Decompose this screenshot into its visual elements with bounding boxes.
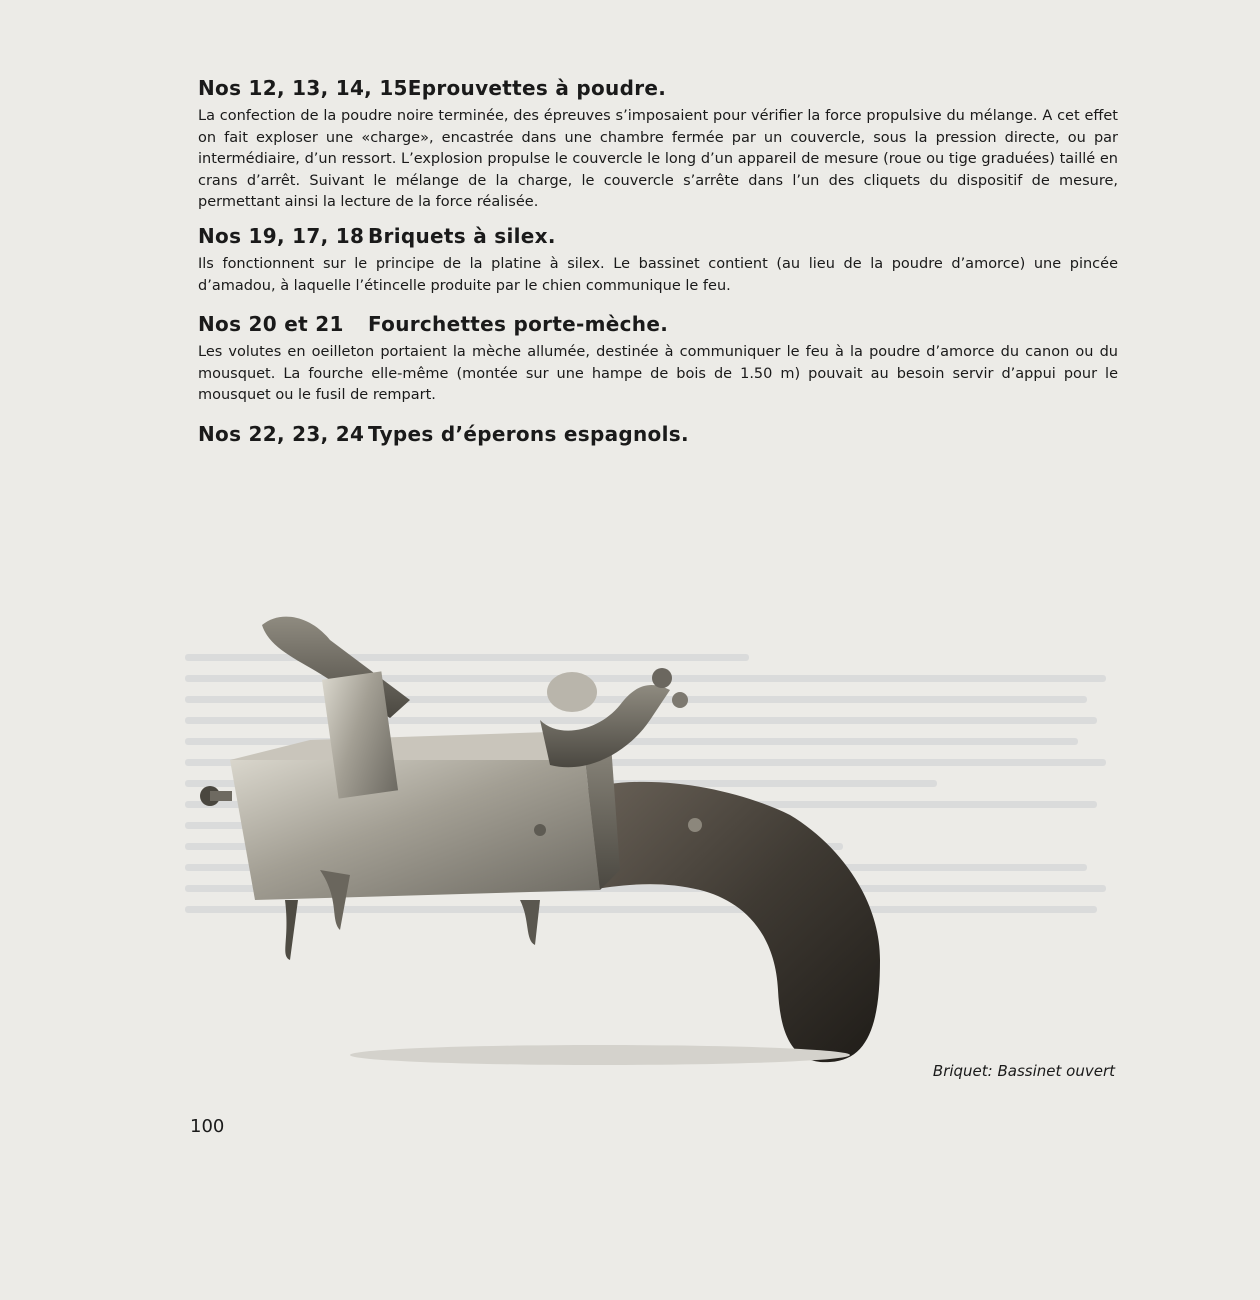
section-title: Fourchettes porte-mèche. [368, 312, 669, 336]
section-numbers: Nos 12, 13, 14, 15 [198, 76, 408, 100]
section-numbers: Nos 19, 17, 18 [198, 224, 365, 248]
section-briquets [198, 224, 1118, 297]
section-text: Ils fonctionnent sur le principe de la platine à silex. Le bassinet contient (au lieu de la poudre d’amorce) une pincée d’amadou, à laquelle l’étincelle produite par le chien communique le feu. [198, 256, 1118, 294]
section-eprouvettes [198, 76, 1118, 214]
section-numbers: Nos 22, 23, 24 [198, 422, 365, 446]
section-heading [198, 76, 1118, 100]
section-numbers: Nos 20 et 21 [198, 312, 344, 336]
flintlock-tinder-lighter-photo [180, 600, 900, 1070]
section-text: La confection de la poudre noire terminée, des épreuves s’imposaient pour vérifier la force propulsive du mélange. A cet effet on fait exploser une «charge», encastrée dans une chambre fermée par un couvercle, sous la pression directe, ou par intermédiaire, d’un ressort. L’explosion propulse le couvercle le long d’un appareil de mesure (roue ou tige graduées) taillé en crans d’arrêt. Suivant le mélange de la charge, le couvercle s’arrête dans l’un des cliquets du dispositif de mesure, permettant ainsi la lecture de la force réalisée. [198, 108, 1118, 210]
section-text: Les volutes en oeilleton portaient la mèche allumée, destinée à communiquer le feu à la poudre d’amorce du canon ou du mousquet. La fourche elle-même (montée sur une hampe de bois de 1.50 m) pouvait au besoin servir d’appui pour le mousquet ou le fusil de rempart. [198, 344, 1118, 403]
section-heading [198, 422, 1118, 446]
section-eperons [198, 422, 1118, 452]
section-title: Briquets à silex. [368, 224, 556, 248]
section-heading [198, 224, 1118, 248]
page-number: 100 [190, 1116, 225, 1137]
section-title: Eprouvettes à poudre. [407, 76, 667, 100]
section-heading [198, 312, 1118, 336]
figure-caption: Briquet: Bassinet ouvert [932, 1062, 1115, 1080]
section-fourchettes [198, 312, 1118, 407]
section-title: Types d’éperons espagnols. [368, 422, 689, 446]
